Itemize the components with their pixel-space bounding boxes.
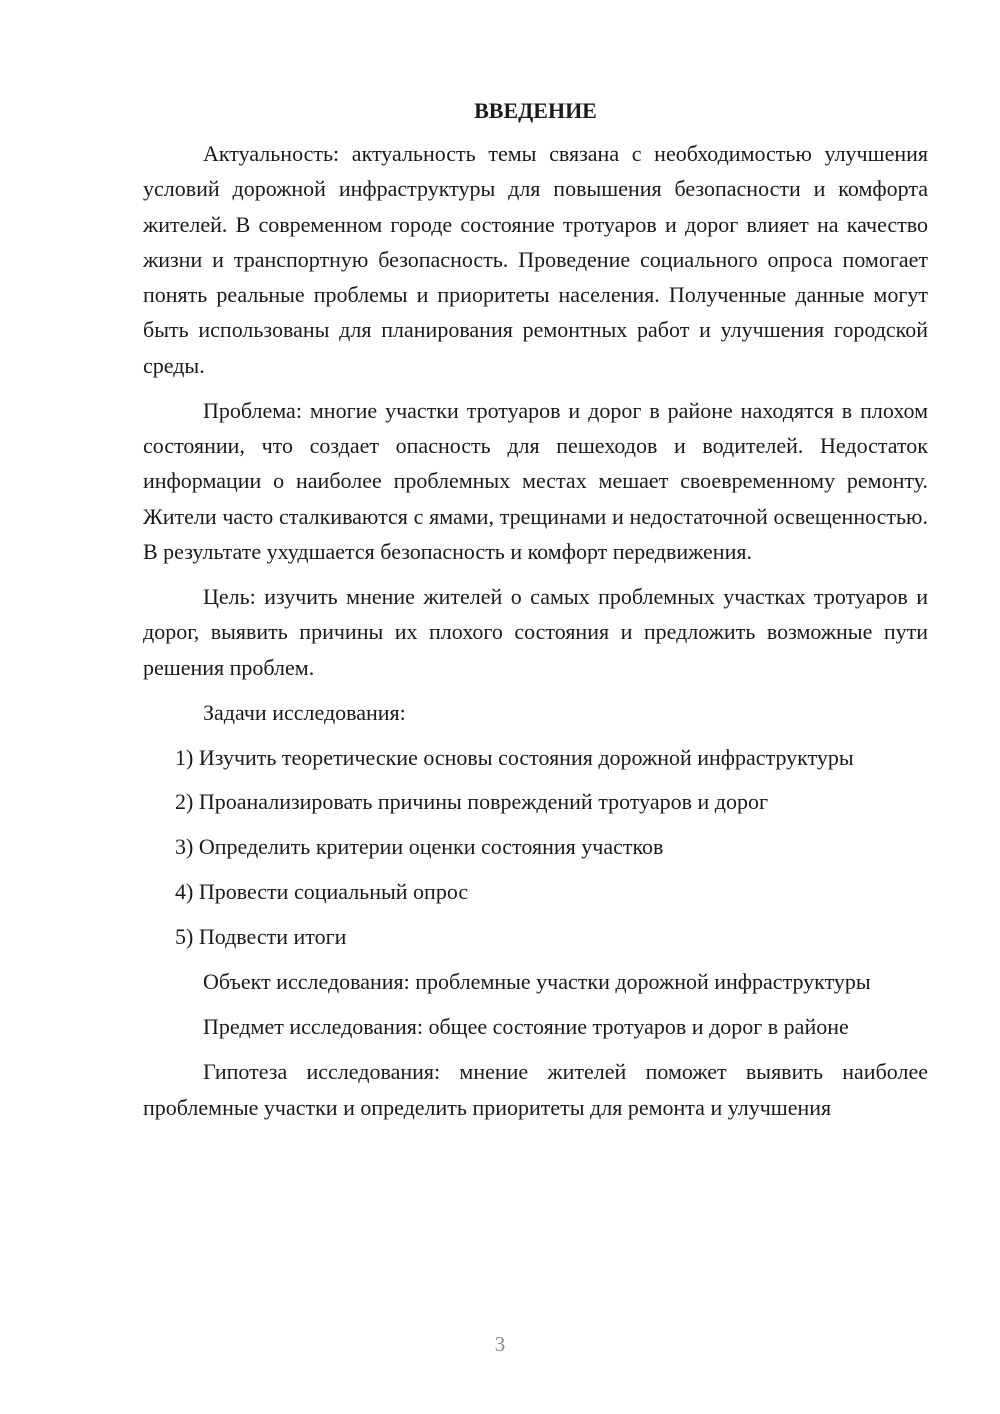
- task-item-5: 5) Подвести итоги: [175, 924, 347, 950]
- paragraph-relevance: Актуальность: актуальность темы связана с необходимостью улучшения условий дорожной инфраструктуры для повышения безопасности и комфорта жителей. В современном городе состояние тротуаров и дорог влияет на качество жизни и транспортную безопасность. Проведение социального опроса помогает понять реальные проблемы и приоритеты населения. Полученные данные могут быть использованы для планирования ремонтных работ и улучшения городской среды.: [143, 141, 928, 378]
- paragraph-problem: Проблема: многие участки тротуаров и дорог в районе находятся в плохом состоянии, что создает опасность для пешеходов и водителей. Недостаток информации о наиболее проблемных местах мешает своевременному ремонту. Жители часто сталкиваются с ямами, трещинами и недостаточной освещенностью. В результате ухудшается безопасность и комфорт передвижения.: [143, 397, 928, 564]
- task-item-3: 3) Определить критерии оценки состояния участков: [175, 834, 664, 860]
- paragraph-goal: Цель: изучить мнение жителей о самых проблемных участках тротуаров и дорог, выявить причины их плохого состояния и предложить возможные пути решения проблем.: [143, 583, 928, 680]
- task-item-1: 1) Изучить теоретические основы состояния дорожной инфраструктуры: [175, 744, 854, 770]
- paragraph-object: Объект исследования: проблемные участки дорожной инфраструктуры: [203, 969, 871, 995]
- page-number: 3: [494, 1332, 506, 1356]
- paragraph-subject: Предмет исследования: общее состояние тротуаров и дорог в районе: [203, 1014, 849, 1040]
- task-item-2: 2) Проанализировать причины повреждений тротуаров и дорог: [175, 789, 768, 815]
- tasks-heading: Задачи исследования:: [203, 699, 406, 725]
- paragraph-hypothesis: Гипотеза исследования: мнение жителей поможет выявить наиболее проблемные участки и определить приоритеты для ремонта и улучшения: [143, 1059, 928, 1120]
- document-page: [143, 93, 928, 1135]
- task-item-4: 4) Провести социальный опрос: [175, 879, 469, 905]
- page-title: ВВЕДЕНИЕ: [474, 98, 597, 123]
